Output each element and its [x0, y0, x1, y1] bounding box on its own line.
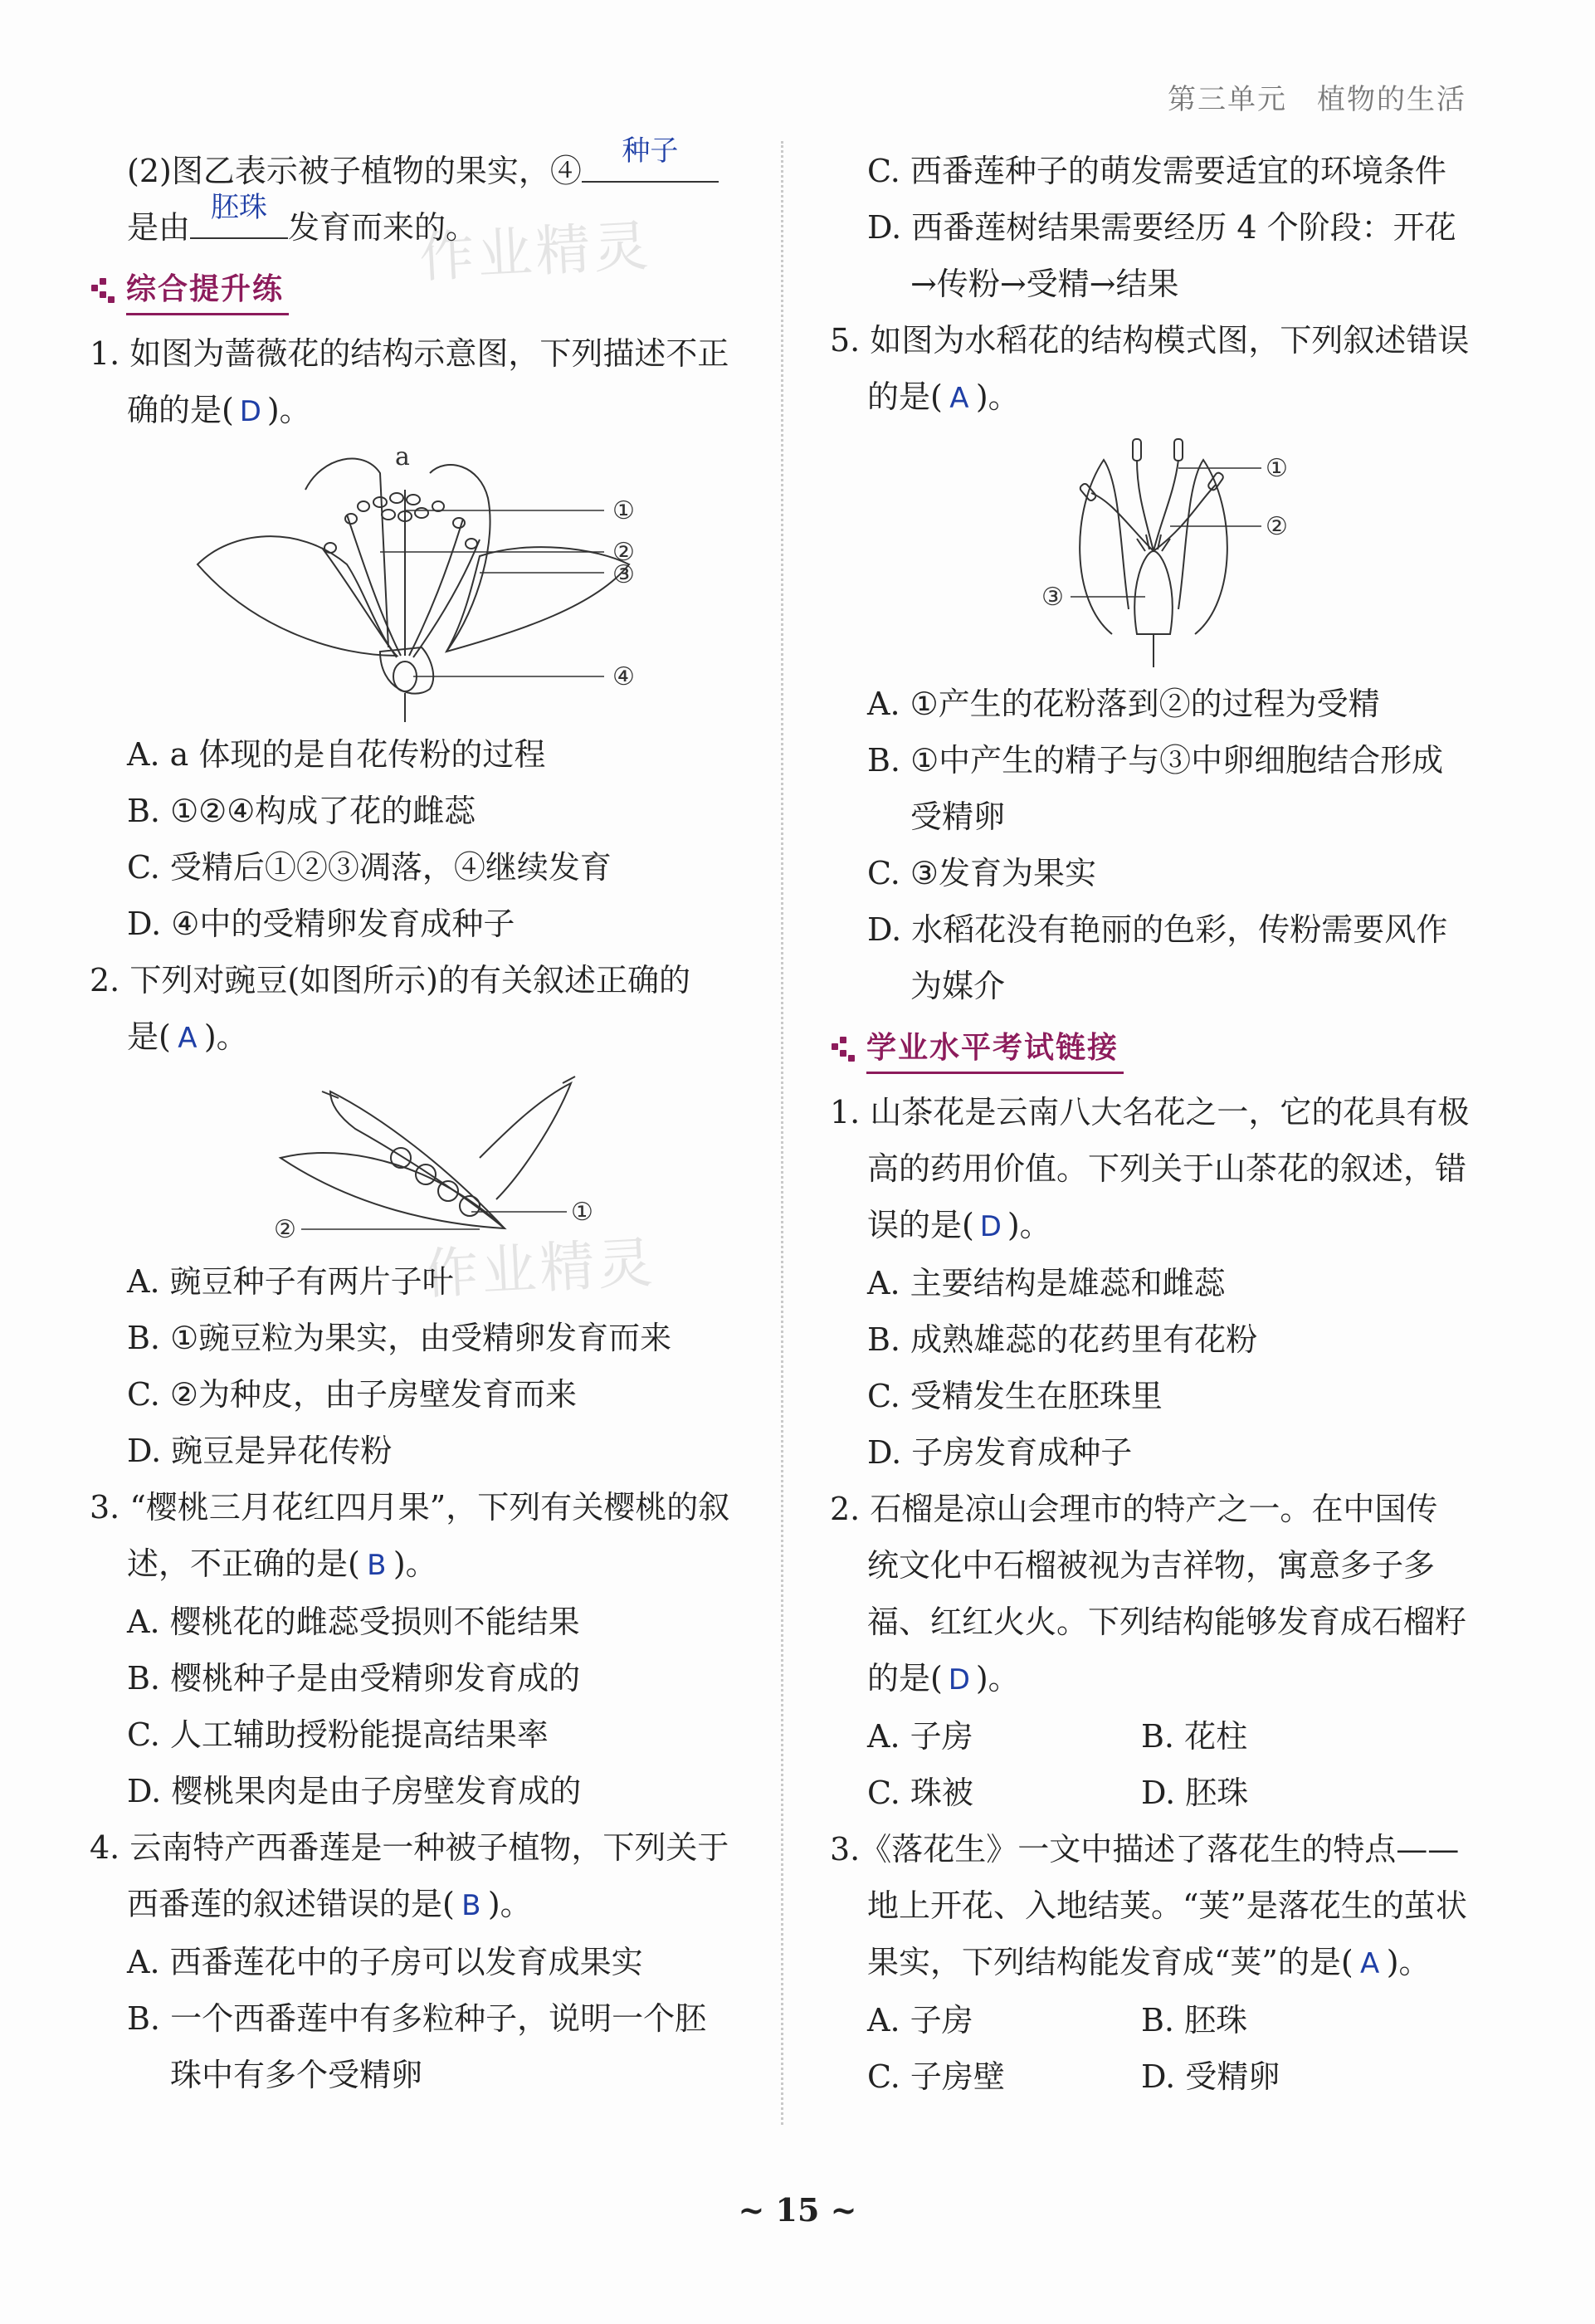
option: A. 主要结构是雄蕊和雌蕊 [867, 1265, 1226, 1301]
option: D. 樱桃果肉是由子房壁发育成的 [127, 1773, 582, 1809]
answer-blank[interactable] [582, 134, 719, 183]
watermark: 作业精灵 [417, 213, 654, 290]
section-header [90, 256, 754, 325]
option: B. ①②④构成了花的雌蕊 [127, 793, 476, 829]
option: D. 受精卵 [1141, 2058, 1280, 2095]
exam-question-3-stem-cont: 地上开花、入地结荚。“荚”是落花生的茧状 [867, 1887, 1467, 1924]
option-cont: →传粉→受精→结果 [910, 266, 1179, 302]
option: A. 子房 [867, 2002, 973, 2038]
exam-question-1-stem-cont: 误的是( D )。 [830, 1197, 1485, 1255]
page-number: ~ 15 ~ [738, 2191, 857, 2229]
option-row [830, 1992, 1485, 2048]
figure-label: ② [1266, 512, 1288, 541]
option: A. 豌豆种子有两片子叶 [127, 1263, 454, 1300]
figure-label: ① [612, 496, 635, 525]
option-cont: 为媒介 [910, 968, 1006, 1004]
option: A. 西番莲花中的子房可以发育成果实 [127, 1944, 643, 1980]
option: A. 樱桃花的雌蕊受损则不能结果 [127, 1604, 580, 1640]
exam-question-2-stem-cont: 统文化中石榴被视为吉祥物，寓意多子多 [867, 1547, 1436, 1584]
exam-question-1-stem-cont: 高的药用价值。下列关于山茶花的叙述，错 [867, 1150, 1467, 1187]
figure-label: ① [571, 1198, 593, 1227]
rice-flower-diagram [1021, 427, 1295, 676]
question-2-stem-cont: 是( A )。 [90, 1008, 754, 1067]
exam-question-3-stem-cont: 果实，下列结构能发育成“荚”的是( A )。 [830, 1934, 1485, 1992]
section-title: 综合提升练 [126, 266, 289, 315]
figure-label: ③ [612, 560, 635, 589]
rice-flower-figure [830, 427, 1485, 676]
option: D. 子房发育成种子 [867, 1434, 1133, 1471]
option-cont: 珠中有多个受精卵 [170, 2057, 423, 2093]
pea-pod-figure [90, 1067, 754, 1253]
handwritten-answer: A [1360, 1947, 1380, 1980]
answer-blank[interactable] [190, 191, 288, 239]
question-1-stem: 1. 如图为蔷薇花的结构示意图，下列描述不正 [90, 335, 729, 372]
option-row [830, 1708, 1485, 1765]
question-3-stem-cont: 述，不正确的是( B )。 [90, 1536, 754, 1594]
option: C. 受精发生在胚珠里 [867, 1378, 1163, 1414]
handwritten-answer: A [949, 382, 969, 415]
option: C. 受精后①②③凋落，④继续发育 [127, 849, 612, 886]
figure-label: ② [612, 538, 635, 567]
option: D. ④中的受精卵发育成种子 [127, 906, 515, 942]
rose-flower-figure [90, 440, 754, 726]
handwritten-answer: B [367, 1549, 387, 1582]
option: B. 樱桃种子是由受精卵发育成的 [127, 1660, 581, 1697]
handwritten-answer: 胚珠 [211, 191, 268, 224]
option: C. 西番莲种子的萌发需要适宜的环境条件 [867, 153, 1446, 189]
handwritten-answer: D [239, 395, 261, 428]
option: A. a 体现的是自花传粉的过程 [127, 736, 546, 773]
question-5-stem: 5. 如图为水稻花的结构模式图，下列叙述错误 [830, 322, 1470, 359]
option-row [830, 2048, 1485, 2105]
intro-line-2: 是由胚珠发育而来的。 [90, 199, 754, 256]
right-column [830, 143, 1485, 2105]
question-3-stem: 3. “樱桃三月花红四月果”，下列有关樱桃的叙 [90, 1489, 730, 1526]
option-cont: 受精卵 [910, 798, 1006, 835]
figure-label: ③ [1041, 583, 1064, 612]
option: C. 珠被 [867, 1775, 973, 1811]
option: D. 西番莲树结果需要经历 4 个阶段：开花 [867, 209, 1456, 246]
question-2-stem: 2. 下列对豌豆(如图所示)的有关叙述正确的 [90, 962, 690, 998]
option: C. 子房壁 [867, 2058, 1005, 2095]
question-5-stem-cont: 的是( A )。 [830, 369, 1485, 427]
option: D. 水稻花没有艳丽的色彩，传粉需要风作 [867, 911, 1448, 948]
section-header [830, 1014, 1485, 1084]
figure-label: ② [274, 1215, 296, 1244]
question-4-stem: 4. 云南特产西番莲是一种被子植物，下列关于 [90, 1829, 729, 1866]
figure-label: ① [1266, 454, 1288, 483]
option: D. 胚珠 [1141, 1775, 1249, 1811]
option: B. 胚珠 [1141, 2002, 1248, 2038]
figure-label: a [395, 442, 410, 471]
figure-label: ④ [612, 662, 635, 691]
handwritten-answer: 种子 [622, 134, 679, 168]
option: D. 豌豆是异花传粉 [127, 1433, 393, 1469]
watermark: 作业精灵 [422, 1230, 658, 1307]
flower-diagram [131, 440, 712, 726]
handwritten-answer: B [461, 1889, 481, 1922]
left-column [90, 134, 754, 2103]
option: B. 花柱 [1141, 1718, 1248, 1755]
option: B. ①豌豆粒为果实，由受精卵发育而来 [127, 1320, 672, 1356]
question-1-stem-cont: 确的是( D )。 [90, 382, 754, 440]
option: B. 成熟雄蕊的花药里有花粉 [867, 1321, 1258, 1358]
section-marker-icon [830, 1037, 855, 1062]
exam-question-1-stem: 1. 山茶花是云南八大名花之一，它的花具有极 [830, 1094, 1470, 1130]
option: C. ②为种皮，由子房壁发育而来 [127, 1376, 577, 1413]
exam-question-2-stem: 2. 石榴是凉山会理市的特产之一。在中国传 [830, 1491, 1438, 1527]
option: C. 人工辅助授粉能提高结果率 [127, 1716, 549, 1753]
exam-question-2-stem-cont: 福、红红火火。下列结构能够发育成石榴籽 [867, 1604, 1467, 1640]
pea-pod-diagram [231, 1067, 612, 1253]
option: B. 一个西番莲中有多粒种子，说明一个胚 [127, 2000, 707, 2037]
exam-question-3-stem: 3.《落花生》一文中描述了落花生的特点—— [830, 1831, 1460, 1868]
section-title: 学业水平考试链接 [866, 1024, 1124, 1074]
handwritten-answer: D [948, 1663, 970, 1697]
exam-question-2-stem-cont: 的是( D )。 [830, 1650, 1485, 1708]
column-divider [781, 141, 783, 2125]
option: A. ①产生的花粉落到②的过程为受精 [867, 686, 1380, 722]
option: C. ③发育为果实 [867, 855, 1096, 891]
unit-header: 第三单元 植物的生活 [1168, 83, 1466, 116]
question-4-stem-cont: 西番莲的叙述错误的是( B )。 [90, 1876, 754, 1934]
intro-line-1: (2)图乙表示被子植物的果实，④种子 [90, 143, 754, 199]
handwritten-answer: A [178, 1022, 198, 1055]
option: A. 子房 [867, 1718, 973, 1755]
option: B. ①中产生的精子与③中卵细胞结合形成 [867, 742, 1444, 779]
handwritten-answer: D [979, 1210, 1002, 1243]
section-marker-icon [90, 278, 115, 303]
option-row [830, 1765, 1485, 1821]
